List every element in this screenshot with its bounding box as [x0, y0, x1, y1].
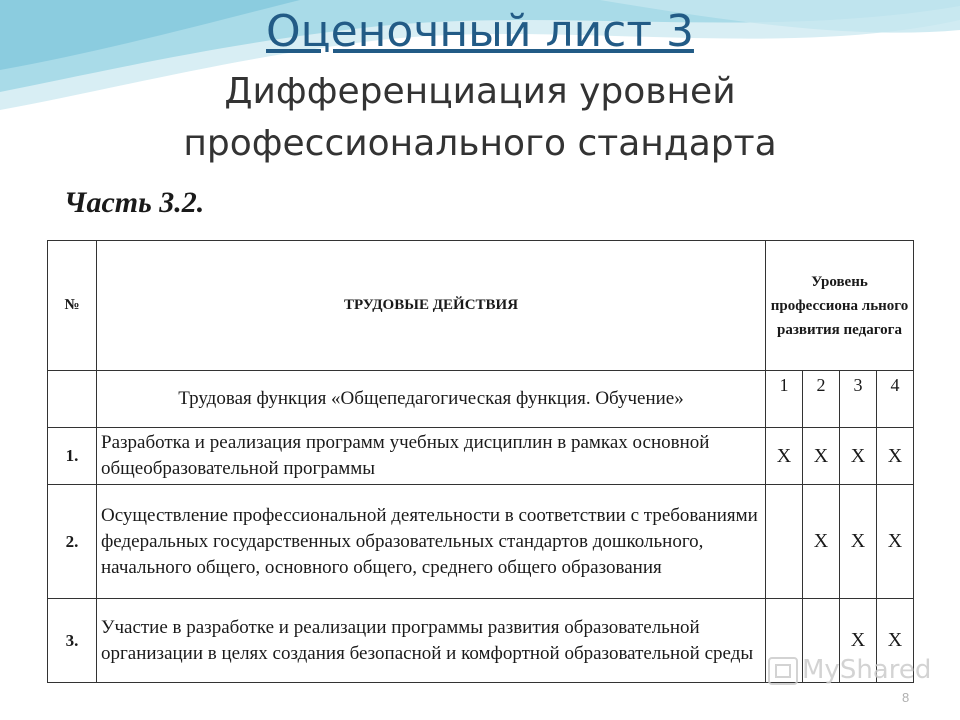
subtitle-line-2: профессионального стандарта: [183, 123, 777, 164]
table-row: [48, 428, 914, 485]
row-mark: X: [840, 428, 877, 485]
row-mark: [766, 485, 803, 599]
assessment-table: [47, 240, 914, 683]
level-2: 2: [803, 371, 840, 428]
presentation-icon: [768, 657, 798, 685]
row-mark: X: [877, 485, 914, 599]
function-number-cell: [48, 371, 97, 428]
row-action: Разработка и реализация программ учебных дисциплин в рамках основной общеобразовательной программы: [97, 428, 766, 485]
header-actions: ТРУДОВЫЕ ДЕЙСТВИЯ: [97, 241, 766, 371]
row-number: 3.: [48, 599, 97, 683]
header-number: №: [48, 241, 97, 371]
function-label: Трудовая функция «Общепедагогическая функция. Обучение»: [97, 371, 766, 428]
row-mark: X: [803, 428, 840, 485]
row-number: 2.: [48, 485, 97, 599]
row-mark: X: [803, 485, 840, 599]
level-4: 4: [877, 371, 914, 428]
row-mark: X: [840, 599, 877, 683]
row-action: Осуществление профессиональной деятельности в соответствии с требованиями федеральных государственных образовательных стандартов дошкольного, начального общего, основного общего, среднего общего образования: [97, 485, 766, 599]
row-action: Участие в разработке и реализации программы развития образовательной организации в целях создания безопасной и комфортной образовательной среды: [97, 599, 766, 683]
row-mark: X: [877, 428, 914, 485]
header-row: [48, 241, 914, 371]
row-mark: X: [766, 428, 803, 485]
page-title: Оценочный лист 3: [266, 6, 694, 57]
function-row: [48, 371, 914, 428]
row-mark: X: [840, 485, 877, 599]
part-label: Часть 3.2.: [64, 186, 205, 219]
level-1: 1: [766, 371, 803, 428]
watermark-text: MyShared: [802, 655, 932, 685]
row-number: 1.: [48, 428, 97, 485]
table-row: [48, 485, 914, 599]
subtitle-line-1: Дифференциация уровней: [224, 71, 736, 112]
page-number: 8: [902, 690, 910, 705]
row-mark: X: [877, 599, 914, 683]
level-3: 3: [840, 371, 877, 428]
watermark-logo: [768, 655, 931, 685]
header-level: Уровень профессиона льного развития педагога: [766, 241, 914, 371]
